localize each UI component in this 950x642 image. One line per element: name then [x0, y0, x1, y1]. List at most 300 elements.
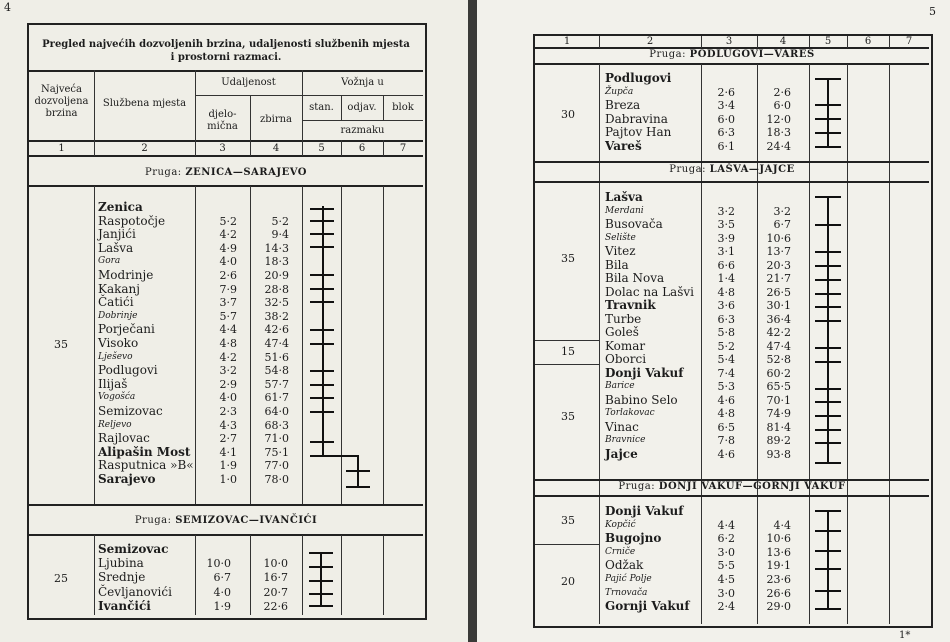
speed-value: 30: [561, 108, 575, 121]
station-name: Semizovac: [98, 404, 163, 418]
station-name: Lašva: [605, 190, 643, 204]
hdr-partial-2: mična: [207, 121, 238, 132]
signal-tick: [815, 265, 841, 267]
signal-tick: [309, 580, 333, 582]
total-distance: 42·6: [264, 323, 289, 337]
partial-distance: 4·8: [717, 407, 735, 420]
station-name: Oborci: [605, 352, 647, 366]
total-distance: 6·0: [773, 99, 791, 113]
partial-distance: 1·0: [219, 473, 237, 486]
col-divider: [889, 64, 890, 624]
signal-tick: [815, 401, 841, 403]
signal-tick: [815, 118, 841, 120]
total-distance: 57·7: [264, 377, 289, 391]
total-distance: 52·8: [766, 353, 791, 366]
table-title-line1: Pregled najvećih dozvoljenih brzina, udaljenosti službenih mjesta: [42, 39, 410, 50]
signal-tick: [346, 470, 370, 472]
partial-distance: 4·6: [717, 393, 735, 407]
total-distance: 20·3: [766, 258, 791, 272]
signal-tick: [815, 590, 841, 592]
total-distance: 18·3: [766, 126, 791, 140]
total-distance: 38·2: [264, 309, 289, 323]
header-number-rule: [29, 140, 423, 142]
signal-tick: [310, 370, 334, 372]
speed-value: 15: [561, 345, 575, 358]
hdr-stan: stan.: [309, 102, 334, 113]
partial-distance: 2·9: [219, 377, 237, 391]
col-num-4: 4: [779, 36, 787, 47]
partial-distance: 5·7: [219, 309, 237, 323]
signal-tick: [815, 293, 841, 295]
signal-tick: [815, 388, 841, 390]
signal-line: [827, 196, 829, 464]
station-name: Merdani: [605, 205, 644, 216]
partial-distance: 6·7: [213, 571, 231, 585]
total-distance: 36·4: [766, 312, 791, 326]
partial-distance: 7·4: [717, 366, 735, 380]
station-name: Torlakovac: [605, 408, 655, 418]
partial-distance: 4·2: [219, 350, 237, 364]
partial-distance: 4·1: [219, 445, 237, 459]
signal-line: [827, 510, 829, 610]
signal-tick: [310, 441, 334, 443]
total-distance: 26·5: [766, 285, 791, 299]
partial-distance: 6·5: [717, 420, 735, 434]
station-name: Lašva: [98, 240, 134, 255]
total-distance: 60·2: [766, 366, 791, 380]
page-number-left: 4: [4, 1, 11, 14]
station-name: Porječani: [98, 322, 155, 337]
partial-distance: 4·8: [717, 285, 735, 299]
col-num-2: 2: [141, 143, 148, 154]
total-distance: 47·4: [766, 339, 791, 353]
total-distance: 9·4: [271, 228, 289, 242]
station-name: Gora: [98, 256, 121, 267]
signal-tick: [310, 329, 334, 331]
partial-distance: 5·4: [717, 353, 735, 366]
station-name: Bravnice: [605, 435, 646, 445]
section-name: LAŠVA—JAJCE: [709, 164, 795, 175]
station-name: Bugojno: [605, 531, 662, 546]
hdr-max-speed-3: brzina: [45, 108, 78, 119]
partial-distance: 5·2: [219, 214, 237, 228]
partial-distance: 2·7: [219, 432, 237, 446]
signal-tick: [815, 306, 841, 308]
partial-distance: 3·2: [219, 364, 237, 378]
station-name: Donji Vakuf: [605, 504, 684, 518]
station-name: Pajić Polje: [605, 574, 652, 584]
section-rule: [29, 504, 423, 506]
partial-distance: 6·1: [717, 140, 735, 153]
station-name: Visoko: [98, 336, 139, 350]
partial-distance: 4·0: [213, 585, 231, 599]
signal-tick: [310, 301, 334, 303]
hdr-max-speed-1: Najveća: [41, 84, 82, 95]
station-name: Alipašin Most: [98, 444, 191, 459]
signal-tick: [310, 288, 334, 290]
total-distance: 19·1: [766, 559, 791, 573]
signal-tick: [815, 429, 841, 431]
partial-distance: 5·3: [717, 380, 735, 393]
station-name: Busovača: [605, 217, 663, 231]
right-page: [477, 0, 950, 642]
total-distance: 26·6: [766, 586, 791, 600]
total-distance: 23·6: [766, 573, 791, 586]
total-distance: 20·7: [263, 585, 288, 599]
partial-distance: 1·4: [717, 272, 735, 285]
station-name: Sarajevo: [98, 472, 156, 486]
signal-tick: [815, 224, 841, 226]
col-num-6: 6: [864, 36, 872, 47]
partial-distance: 1·9: [213, 599, 231, 613]
total-distance: 10·0: [263, 557, 288, 571]
signal-tick: [815, 132, 841, 134]
signal-tick: [310, 384, 334, 386]
section-rule: [29, 534, 423, 536]
hdr-odjav: odjav.: [347, 102, 377, 113]
signal-tick: [309, 593, 333, 595]
partial-distance: 6·0: [717, 112, 735, 126]
col-num-5: 5: [824, 36, 832, 47]
partial-distance: 4·9: [219, 241, 237, 255]
station-name: Ilijaš: [98, 376, 128, 391]
station-name: Babino Selo: [605, 392, 678, 407]
partial-distance: 6·6: [717, 258, 735, 272]
total-distance: 28·8: [264, 282, 289, 296]
total-distance: 32·5: [264, 296, 289, 310]
total-distance: 93·8: [766, 447, 791, 461]
hdr-blok: blok: [392, 102, 414, 113]
col-num-5: 5: [318, 143, 325, 154]
partial-distance: 3·2: [717, 204, 735, 218]
col-divider: [94, 186, 95, 504]
total-distance: 51·6: [264, 350, 289, 364]
station-name: Odžak: [605, 558, 644, 573]
speed-value: 35: [561, 514, 575, 527]
hdr-running: Vožnja u: [341, 77, 384, 88]
signal-tick: [815, 568, 841, 570]
speed-divider: [535, 364, 599, 365]
left-page: [0, 0, 468, 642]
station-name: Podlugovi: [98, 363, 158, 378]
partial-distance: 3·6: [717, 299, 735, 312]
station-name: Dabravina: [605, 111, 668, 126]
total-distance: 47·4: [264, 337, 289, 350]
speed-value: 35: [561, 252, 575, 265]
signal-tick: [310, 246, 334, 248]
station-name: Barice: [605, 381, 635, 391]
section-header-donji-gornji-vakuf: [535, 481, 929, 492]
signal-tick: [815, 510, 841, 512]
station-name: Čevljanovići: [98, 584, 172, 599]
hdr-partial-1: djelo-: [208, 109, 237, 120]
signal-tick: [815, 146, 841, 148]
partial-distance: 3·9: [717, 231, 735, 245]
station-name: Kopčić: [605, 519, 636, 530]
station-name: Ljubina: [98, 556, 144, 571]
station-name: Reljevo: [98, 419, 132, 430]
signal-branch: [310, 455, 358, 457]
station-name: Zenica: [98, 200, 143, 214]
footer-mark: 1*: [899, 630, 911, 641]
section-name: SEMIZOVAC—IVANČIĆI: [175, 515, 318, 526]
signal-tick: [310, 233, 334, 235]
hdr-total: zbirna: [259, 114, 293, 125]
station-name: Breza: [605, 98, 641, 113]
section-name: ZENICA—SARAJEVO: [185, 167, 308, 178]
total-distance: 13·7: [766, 245, 791, 258]
partial-distance: 4·4: [219, 323, 237, 337]
partial-distance: 7·8: [717, 434, 735, 447]
total-distance: 65·5: [766, 380, 791, 393]
total-distance: 75·1: [264, 445, 289, 459]
section-header-podlugovi-vares: [535, 49, 929, 60]
partial-distance: 7·9: [219, 282, 237, 296]
partial-distance: 4·3: [219, 418, 237, 432]
section-label: Pruga:: [134, 515, 172, 526]
total-distance: 22·6: [263, 599, 288, 613]
total-distance: 71·0: [264, 432, 289, 446]
partial-distance: 3·7: [219, 296, 237, 310]
signal-tick: [815, 104, 841, 106]
header-top-rule: [29, 70, 423, 72]
partial-distance: 4·0: [219, 255, 237, 269]
hdr-stations: Službena mjesta: [102, 98, 187, 109]
col-divider: [302, 535, 303, 615]
station-name: Ivančići: [98, 598, 151, 613]
section-label: Pruga:: [618, 481, 656, 492]
col-num-7: 7: [399, 143, 407, 154]
station-name: Vareš: [605, 139, 642, 153]
total-distance: 21·7: [766, 272, 791, 285]
station-name: Raspotočje: [98, 213, 166, 228]
col-divider: [847, 64, 848, 624]
station-name: Kakanj: [98, 281, 140, 296]
section-rule: [29, 185, 423, 187]
speed-divider: [535, 544, 599, 545]
partial-distance: 4·8: [219, 337, 237, 350]
total-distance: 78·0: [264, 473, 289, 486]
station-name: Janjići: [98, 227, 136, 242]
section-rule: [535, 161, 929, 163]
col-num-3: 3: [725, 36, 733, 47]
station-name: Pajtov Han: [605, 125, 672, 140]
page-number-right: 5: [929, 5, 936, 18]
total-distance: 61·7: [264, 391, 289, 405]
signal-line: [827, 78, 829, 148]
signal-tick: [815, 78, 841, 80]
col-divider: [383, 186, 384, 504]
section-label: Pruga:: [669, 164, 706, 175]
signal-tick: [815, 530, 841, 532]
partial-distance: 6·2: [717, 532, 735, 546]
total-distance: 3·2: [773, 204, 791, 218]
section-header-zenica-sarajevo: [29, 167, 423, 178]
station-name: Rajlovac: [98, 431, 150, 446]
partial-distance: 5·2: [717, 339, 735, 353]
signal-tick: [815, 608, 841, 610]
partial-distance: 4·0: [219, 391, 237, 405]
partial-distance: 5·8: [717, 326, 735, 339]
speed-value: 35: [54, 338, 68, 351]
total-distance: 4·4: [773, 518, 791, 532]
signal-tick: [815, 196, 841, 198]
station-name: Bila Nova: [605, 271, 665, 285]
signal-tick: [310, 274, 334, 276]
section-header-semizovac-ivancici: [29, 515, 423, 526]
section-label: Pruga:: [144, 167, 182, 178]
signal-tick: [815, 251, 841, 253]
station-name: Komar: [605, 338, 646, 353]
total-distance: 20·9: [264, 269, 289, 282]
station-name: Bila: [605, 257, 629, 272]
partial-distance: 3·4: [717, 99, 735, 113]
partial-distance: 4·2: [219, 228, 237, 242]
signal-tick: [309, 552, 333, 554]
partial-distance: 3·0: [717, 545, 735, 559]
station-name: Travnik: [605, 298, 656, 312]
total-distance: 10·6: [766, 532, 791, 546]
total-distance: 89·2: [766, 434, 791, 447]
signal-tick: [815, 550, 841, 552]
station-name: Lješevo: [98, 351, 133, 362]
signal-tick: [310, 220, 334, 222]
station-name: Gornji Vakuf: [605, 599, 690, 614]
col-num-7: 7: [905, 36, 913, 47]
hdr-max-speed-2: dozvoljena: [34, 96, 89, 107]
station-name: Goleš: [605, 325, 639, 339]
section-rule: [535, 181, 929, 183]
partial-distance: 3·5: [717, 218, 735, 231]
total-distance: 18·3: [264, 255, 289, 269]
col-divider: [341, 535, 342, 615]
col-divider: [383, 535, 384, 615]
station-name: Čatići: [98, 295, 134, 310]
station-name: Semizovac: [98, 542, 169, 556]
total-distance: 64·0: [264, 405, 289, 418]
signal-tick: [815, 462, 841, 464]
station-name: Modrinje: [98, 268, 154, 282]
partial-distance: 5·5: [717, 559, 735, 573]
partial-distance: 6·3: [717, 312, 735, 326]
total-distance: 13·6: [766, 545, 791, 559]
header-sub-rule: [195, 95, 423, 96]
total-distance: 5·2: [271, 214, 289, 228]
signal-tick: [815, 347, 841, 349]
signal-tick: [309, 566, 333, 568]
section-name: PODLUGOVI—VAREŠ: [689, 49, 815, 60]
station-name: Selište: [605, 232, 636, 243]
partial-distance: 6·3: [717, 126, 735, 140]
signal-tick: [346, 486, 370, 488]
partial-distance: 4·4: [717, 518, 735, 532]
signal-tick: [310, 411, 334, 413]
total-distance: 42·2: [766, 326, 791, 339]
total-distance: 16·7: [263, 571, 288, 585]
station-name: Srednje: [98, 570, 146, 585]
signal-tick: [815, 361, 841, 363]
station-name: Vinac: [605, 419, 639, 434]
total-distance: 77·0: [264, 459, 289, 473]
station-name: Podlugovi: [605, 71, 672, 85]
total-distance: 54·8: [264, 364, 289, 378]
partial-distance: 4·6: [717, 447, 735, 461]
total-distance: 10·6: [766, 231, 791, 245]
speed-divider: [535, 340, 599, 341]
col-divider: [195, 186, 196, 504]
signal-tick: [815, 442, 841, 444]
total-distance: 2·6: [773, 85, 791, 99]
station-name: Dobrinje: [98, 310, 138, 321]
col-divider: [599, 64, 600, 624]
col-divider: [302, 186, 303, 504]
station-name: Trnovača: [605, 587, 648, 598]
total-distance: 68·3: [264, 418, 289, 432]
partial-distance: 3·0: [717, 586, 735, 600]
partial-distance: 3·1: [717, 245, 735, 258]
partial-distance: 10·0: [206, 557, 231, 571]
station-name: Turbe: [605, 311, 642, 326]
signal-tick: [310, 397, 334, 399]
station-name: Vogošća: [98, 392, 136, 403]
section-name: DONJI VAKUF—GORNJI VAKUF: [658, 481, 846, 492]
station-name: Vitez: [605, 244, 636, 258]
partial-distance: 2·6: [717, 85, 735, 99]
col-num-1: 1: [563, 36, 571, 47]
total-distance: 6·7: [773, 218, 791, 231]
station-name: Crniče: [605, 546, 636, 557]
col-num-3: 3: [219, 143, 226, 154]
signal-tick: [310, 343, 334, 345]
col-num-2: 2: [646, 36, 654, 47]
total-distance: 30·1: [766, 299, 791, 312]
partial-distance: 1·9: [219, 459, 237, 473]
signal-tick: [309, 605, 333, 607]
total-distance: 29·0: [766, 600, 791, 614]
speed-value: 20: [561, 575, 575, 588]
col-divider: [809, 64, 810, 624]
signal-tick: [815, 279, 841, 281]
station-name: Donji Vakuf: [605, 365, 684, 380]
col-num-4: 4: [272, 143, 280, 154]
total-distance: 74·9: [766, 407, 791, 420]
table-title-line2: i prostorni razmaci.: [170, 52, 282, 63]
section-header-lasva-jajce: [535, 164, 929, 175]
hdr-razmaku: razmaku: [340, 125, 385, 136]
col-num-1: 1: [58, 143, 65, 154]
speed-value: 35: [561, 410, 575, 423]
total-distance: 70·1: [766, 393, 791, 407]
station-name: Župča: [605, 86, 634, 97]
station-name: Jajce: [605, 446, 638, 461]
station-name: Rasputnica »B«: [98, 458, 194, 473]
section-rule: [535, 495, 929, 497]
signal-tick: [310, 208, 334, 210]
total-distance: 12·0: [766, 112, 791, 126]
hdr-distance: Udaljenost: [221, 77, 276, 88]
partial-distance: 2·4: [717, 600, 735, 614]
section-label: Pruga:: [649, 49, 686, 60]
col-divider: [94, 535, 95, 615]
col-num-6: 6: [358, 143, 366, 154]
partial-distance: 2·3: [219, 405, 237, 418]
section-rule: [535, 63, 929, 65]
signal-tick: [815, 415, 841, 417]
total-distance: 81·4: [766, 420, 791, 434]
partial-distance: 4·5: [717, 573, 735, 586]
header-sub-rule-2: [302, 120, 423, 121]
total-distance: 14·3: [264, 241, 289, 255]
